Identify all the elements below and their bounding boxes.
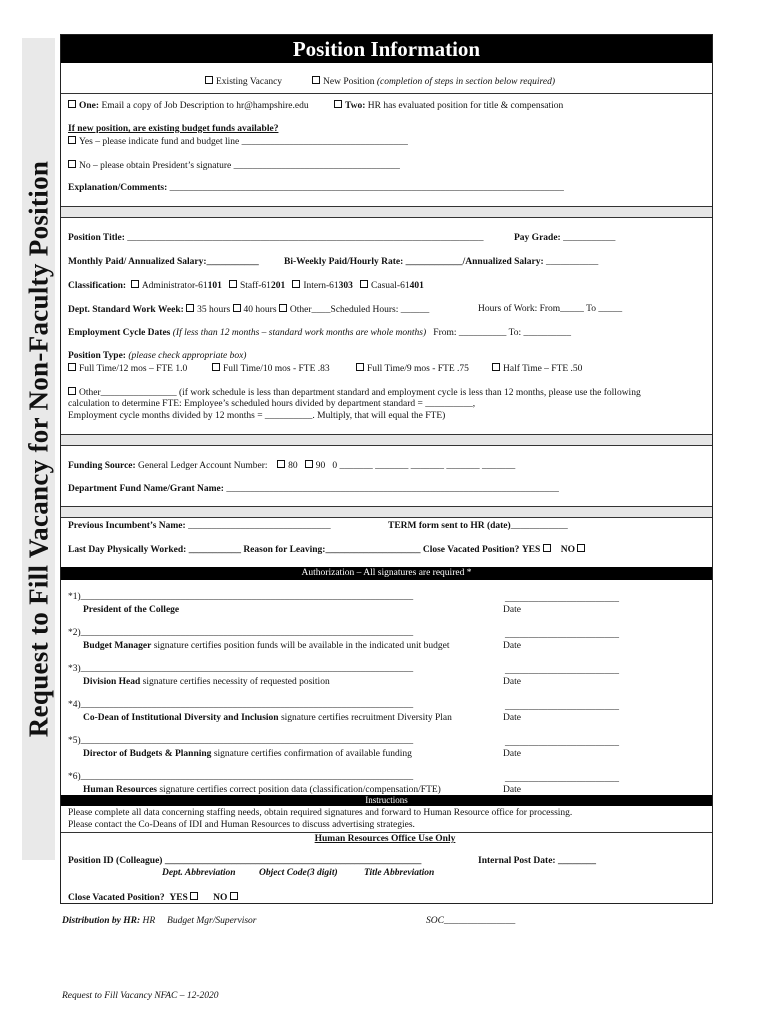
- signature-label: Budget Manager signature certifies position funds will be available in the indicated unit budget: [83, 641, 450, 651]
- section-separator: [61, 206, 712, 218]
- budget-yes-checkbox[interactable]: Yes – please indicate fund and budget line ___________________________________: [68, 136, 408, 147]
- type-half-checkbox[interactable]: Half Time – FTE .50: [492, 363, 582, 374]
- hr-close-no-checkbox[interactable]: NO: [213, 893, 241, 903]
- work-week-35-checkbox[interactable]: 35 hours: [186, 305, 230, 315]
- signature-line[interactable]: *6)______________________________________________________________________: [68, 772, 414, 782]
- checkbox-icon: [305, 460, 313, 468]
- class-staff-checkbox[interactable]: Staff-61201: [229, 281, 285, 291]
- signature-line[interactable]: *1)______________________________________________________________________: [68, 592, 414, 602]
- side-title: Request to Fill Vacancy for Non-Faculty Position: [23, 160, 53, 738]
- previous-incumbent-field[interactable]: Previous Incumbent’s Name: ______________________________: [68, 521, 331, 531]
- funding-80-checkbox[interactable]: 80: [277, 461, 298, 471]
- date-label: Date: [503, 749, 521, 759]
- close-yes-checkbox[interactable]: YES: [522, 545, 554, 555]
- divider: [61, 832, 712, 833]
- signature-line[interactable]: *4)______________________________________________________________________: [68, 700, 414, 710]
- hr-close-vacated-row: Close Vacated Position? YES NO: [68, 892, 241, 903]
- hours-of-work-field[interactable]: Hours of Work: From_____ To _____: [478, 304, 623, 314]
- checkbox-icon: [212, 363, 220, 371]
- date-label: Date: [503, 677, 521, 687]
- position-title-field[interactable]: Position Title: ___________________________________________________________________________: [68, 233, 484, 243]
- signature-line[interactable]: *5)______________________________________________________________________: [68, 736, 414, 746]
- date-label: Date: [503, 785, 521, 795]
- checkbox-icon: [277, 460, 285, 468]
- checkbox-icon: [492, 363, 500, 371]
- checkbox-icon: [279, 304, 287, 312]
- dept-abbreviation-label: Dept. Abbreviation: [162, 868, 236, 878]
- work-week-other-checkbox[interactable]: Other____Scheduled Hours: ______: [279, 305, 429, 315]
- checkbox-icon: [229, 280, 237, 288]
- object-code-label: Object Code(3 digit): [259, 868, 338, 878]
- signature-label: President of the College: [83, 605, 180, 615]
- checkbox-icon: [577, 544, 585, 552]
- checkbox-icon: [205, 76, 213, 84]
- signature-date-line[interactable]: ________________________: [505, 666, 619, 676]
- section-separator: [61, 434, 712, 446]
- new-position-checkbox[interactable]: New Position (completion of steps in section below required): [312, 76, 555, 87]
- class-casual-checkbox[interactable]: Casual-61401: [360, 281, 424, 291]
- monthly-salary-field[interactable]: Monthly Paid/ Annualized Salary:___________: [68, 257, 259, 267]
- instructions-line-1: Please complete all data concerning staffing needs, obtain required signatures and forward to Human Resource office for processing.: [68, 808, 573, 818]
- hr-office-header: Human Resources Office Use Only: [314, 834, 456, 844]
- signature-label: Division Head signature certifies necessity of requested position: [83, 677, 330, 687]
- checkbox-icon: [68, 160, 76, 168]
- checkbox-icon: [230, 892, 238, 900]
- step-one[interactable]: One: Email a copy of Job Description to hr@hampshire.edu: [68, 100, 309, 111]
- type-ft9-checkbox[interactable]: Full Time/9 mos - FTE .75: [356, 363, 469, 374]
- work-week-40-checkbox[interactable]: 40 hours: [233, 305, 277, 315]
- work-week-row: Dept. Standard Work Week: 35 hours 40 hours Other____Scheduled Hours: ______: [68, 305, 430, 315]
- checkbox-icon: [68, 136, 76, 144]
- budget-question: If new position, are existing budget funds available?: [68, 124, 279, 134]
- classification-row: Classification: Administrator-61101 Staff-61201 Intern-61303 Casual-61401: [68, 281, 424, 291]
- instructions-line-2: Please contact the Co-Deans of IDI and Human Resources to discuss advertising strategies.: [68, 820, 415, 830]
- biweekly-rate-field[interactable]: Bi-Weekly Paid/Hourly Rate: ____________/Annualized Salary: ___________: [284, 257, 599, 267]
- dept-fund-field[interactable]: Department Fund Name/Grant Name: ______________________________________________________________________: [68, 484, 559, 494]
- signature-date-line[interactable]: ________________________: [505, 594, 619, 604]
- divider: [61, 93, 712, 94]
- checkbox-icon: [186, 304, 194, 312]
- type-ft12-checkbox[interactable]: Full Time/12 mos – FTE 1.0: [68, 363, 187, 374]
- signature-label: Human Resources signature certifies correct position data (classification/compensation/FTE): [83, 785, 441, 795]
- checkbox-icon: [356, 363, 364, 371]
- checkbox-icon: [312, 76, 320, 84]
- step-two[interactable]: Two: HR has evaluated position for title & compensation: [334, 100, 563, 111]
- checkbox-icon: [131, 280, 139, 288]
- funding-source-row: Funding Source: General Ledger Account Number: 80 90 0 _______ _______ _______ _______ _______: [68, 461, 516, 471]
- signature-date-line[interactable]: ________________________: [505, 738, 619, 748]
- section-separator: [61, 506, 712, 518]
- signature-line[interactable]: *2)______________________________________________________________________: [68, 628, 414, 638]
- title-abbreviation-label: Title Abbreviation: [364, 868, 435, 878]
- checkbox-icon: [190, 892, 198, 900]
- date-label: Date: [503, 605, 521, 615]
- hr-close-yes-checkbox[interactable]: YES: [169, 893, 201, 903]
- checkbox-icon: [543, 544, 551, 552]
- checkbox-icon: [68, 387, 76, 395]
- signature-date-line[interactable]: ________________________: [505, 702, 619, 712]
- signature-label: Director of Budgets & Planning signature certifies confirmation of available funding: [83, 749, 412, 759]
- signature-line[interactable]: *3)______________________________________________________________________: [68, 664, 414, 674]
- checkbox-icon: [292, 280, 300, 288]
- account-number-field[interactable]: 0 _______ _______ _______ _______ _______: [332, 461, 516, 471]
- existing-vacancy-checkbox[interactable]: Existing Vacancy: [205, 76, 282, 87]
- funding-90-checkbox[interactable]: 90: [305, 461, 326, 471]
- class-intern-checkbox[interactable]: Intern-61303: [292, 281, 353, 291]
- distribution-row: Distribution by HR: HR Budget Mgr/Supervisor: [62, 916, 257, 926]
- date-label: Date: [503, 641, 521, 651]
- employment-cycle-field[interactable]: Employment Cycle Dates (If less than 12 months – standard work months are whole months) From: __________ To: __________: [68, 328, 572, 338]
- class-admin-checkbox[interactable]: Administrator-61101: [131, 281, 222, 291]
- type-other-checkbox[interactable]: Other________________ (if work schedule is less than department standard and employment cycle is less than 12 months, please use the following: [68, 387, 641, 398]
- last-day-row: Last Day Physically Worked: ___________ Reason for Leaving:____________________ Close Vacated Position? YES NO: [68, 544, 588, 555]
- checkbox-icon: [334, 100, 342, 108]
- section-header: Position Information: [61, 35, 712, 63]
- instructions-header: Instructions: [61, 795, 712, 806]
- authorization-header: Authorization – All signatures are required *: [61, 567, 712, 580]
- signature-label: Co-Dean of Institutional Diversity and Inclusion signature certifies recruitment Diversity Plan: [83, 713, 452, 723]
- position-type-label: Position Type: (please check appropriate box): [68, 351, 247, 361]
- side-title-panel: [22, 38, 55, 860]
- soc-field[interactable]: SOC_______________: [426, 916, 516, 926]
- checkbox-icon: [233, 304, 241, 312]
- date-label: Date: [503, 713, 521, 723]
- footer: Request to Fill Vacancy NFAC – 12-2020: [62, 991, 219, 1001]
- checkbox-icon: [360, 280, 368, 288]
- signature-date-line[interactable]: ________________________: [505, 630, 619, 640]
- checkbox-icon: [68, 363, 76, 371]
- type-ft10-checkbox[interactable]: Full Time/10 mos - FTE .83: [212, 363, 330, 374]
- internal-post-date-field[interactable]: Internal Post Date: ________: [478, 856, 596, 866]
- checkbox-icon: [68, 100, 76, 108]
- fte-instructions: calculation to determine FTE: Employee’s scheduled hours divided by department standard = __________,: [68, 399, 476, 409]
- pay-grade-field[interactable]: Pay Grade: ___________: [514, 233, 616, 243]
- position-id-field[interactable]: Position ID (Colleague) ______________________________________________________: [68, 856, 422, 866]
- budget-no-checkbox[interactable]: No – please obtain President’s signature ___________________________________: [68, 160, 400, 171]
- close-no-checkbox[interactable]: NO: [561, 545, 589, 555]
- fte-instructions-2: Employment cycle months divided by 12 months = __________. Multiply, that will equal the FTE): [68, 411, 446, 421]
- explanation-field[interactable]: Explanation/Comments: ___________________________________________________________________________________: [68, 183, 564, 193]
- signature-date-line[interactable]: ________________________: [505, 774, 619, 784]
- term-form-field[interactable]: TERM form sent to HR (date)____________: [388, 521, 568, 531]
